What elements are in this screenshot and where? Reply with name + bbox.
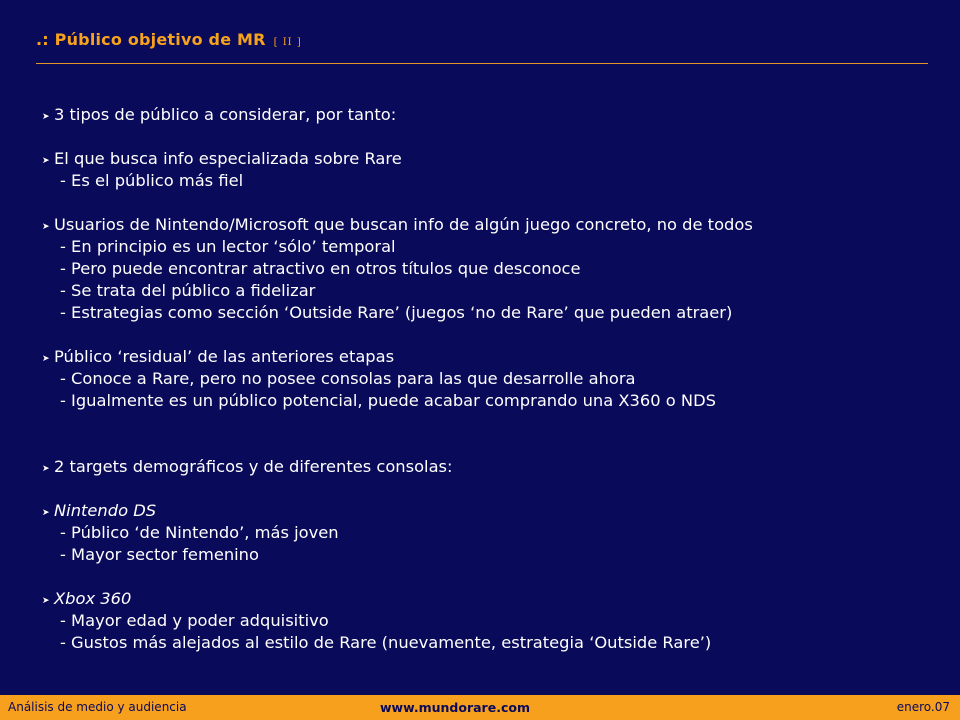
slide-content <box>42 104 922 654</box>
title-text: .: Público objetivo de MR <box>36 30 266 49</box>
bullet-target-nds: ➤ Nintendo DS <box>42 500 922 522</box>
bullet-group-1: ➤ El que busca info especializada sobre Rare <box>42 148 922 170</box>
sub-item: - Se trata del público a fidelizar <box>60 281 316 300</box>
bullet-group-2: ➤ Usuarios de Nintendo/Microsoft que buscan info de algún juego concreto, no de todos <box>42 214 922 236</box>
sub-item: - Gustos más alejados al estilo de Rare (nuevamente, estrategia ‘Outside Rare’) <box>60 633 712 652</box>
sub-item: - Es el público más fiel <box>60 171 244 190</box>
arrow-bullet-icon: ➤ <box>42 596 50 606</box>
sub-item: - En principio es un lector ‘sólo’ temporal <box>60 237 396 256</box>
arrow-bullet-icon: ➤ <box>42 222 50 232</box>
sub-item: - Mayor sector femenino <box>60 545 259 564</box>
page-title <box>36 30 302 49</box>
bullet-group-3: ➤ Público ‘residual’ de las anteriores etapas <box>42 346 922 368</box>
sub-item: - Conoce a Rare, pero no posee consolas para las que desarrolle ahora <box>60 369 636 388</box>
footer-bar <box>0 695 960 720</box>
footer-url: www.mundorare.com <box>380 700 530 715</box>
bullet-target-x360: ➤ Xbox 360 <box>42 588 922 610</box>
bullet-intro: ➤ 3 tipos de público a considerar, por tanto: <box>42 104 922 126</box>
bullet-intro-2: ➤ 2 targets demográficos y de diferentes consolas: <box>42 456 922 478</box>
sub-item: - Estrategias como sección ‘Outside Rare’ (juegos ‘no de Rare’ que pueden atraer) <box>60 303 733 322</box>
title-divider <box>36 63 928 64</box>
arrow-bullet-icon: ➤ <box>42 156 50 166</box>
title-subtitle: [ II ] <box>273 37 302 48</box>
sub-item: - Público ‘de Nintendo’, más joven <box>60 523 339 542</box>
arrow-bullet-icon: ➤ <box>42 508 50 518</box>
arrow-bullet-icon: ➤ <box>42 354 50 364</box>
sub-item: - Pero puede encontrar atractivo en otros títulos que desconoce <box>60 259 581 278</box>
footer-left: Análisis de medio y audiencia <box>8 700 187 714</box>
arrow-bullet-icon: ➤ <box>42 112 50 122</box>
sub-item: - Igualmente es un público potencial, puede acabar comprando una X360 o NDS <box>60 391 716 410</box>
footer-date: enero.07 <box>896 700 950 714</box>
sub-item: - Mayor edad y poder adquisitivo <box>60 611 329 630</box>
arrow-bullet-icon: ➤ <box>42 464 50 474</box>
